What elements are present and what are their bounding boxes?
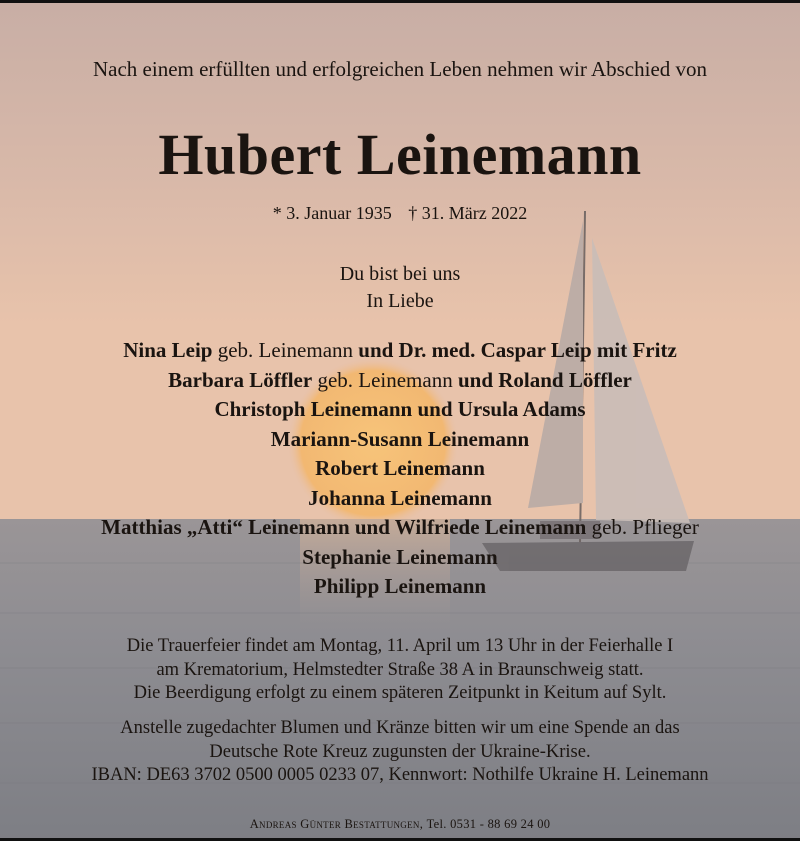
- mourner-name: Stephanie Leinemann: [302, 544, 498, 569]
- maiden-name: geb. Leinemann: [312, 367, 458, 392]
- mourner-line: [0, 395, 800, 425]
- mourner-line: [0, 543, 800, 573]
- mourner-line: [0, 513, 800, 543]
- motto: [0, 261, 800, 315]
- maiden-name: geb. Pflieger: [586, 515, 699, 539]
- service-line: Die Beerdigung erfolgt zu einem späteren Zeitpunkt in Keitum auf Sylt.: [133, 683, 667, 703]
- motto-line: In Liebe: [366, 290, 434, 312]
- funeral-home-footer: [0, 817, 800, 832]
- mourner-line: [0, 454, 800, 484]
- mourner-name: Johanna Leinemann: [308, 485, 492, 510]
- mourner-name: Robert Leinemann: [315, 456, 485, 480]
- donation-line: Deutsche Rote Kreuz zugunsten der Ukraine-Krise.: [209, 741, 591, 762]
- mourner-name: Barbara Löffler: [168, 367, 313, 392]
- deceased-name: Hubert Leinemann: [158, 122, 642, 187]
- donation-info: [0, 717, 800, 788]
- mourner-line: [0, 425, 800, 455]
- mourner-name: Christoph Leinemann und Ursula Adams: [214, 397, 586, 421]
- service-line: Die Trauerfeier findet am Montag, 11. April um 13 Uhr in der Feierhalle I: [126, 636, 674, 656]
- intro-text: Nach einem erfüllten und erfolgreichen Leben nehmen wir Abschied von: [92, 57, 708, 81]
- maiden-name: geb. Leinemann: [212, 338, 359, 362]
- funeral-home-phone: Tel. 0531 - 88 69 24 00: [426, 817, 551, 831]
- birth-date: * 3. Januar 1935: [272, 203, 392, 223]
- mourner-name: Nina Leip: [123, 338, 213, 362]
- service-info: [0, 635, 800, 706]
- mourner-name: Mariann-Susann Leinemann: [270, 426, 530, 451]
- donation-line: IBAN: DE63 3702 0500 0005 0233 07, Kennwort: Nothilfe Ukraine H. Leinemann: [91, 765, 709, 785]
- service-line: am Krematorium, Helmstedter Straße 38 A in Braunschweig statt.: [156, 659, 644, 680]
- mourner-line: [0, 336, 800, 366]
- donation-line: Anstelle zugedachter Blumen und Kränze bitten wir um eine Spende an das: [120, 718, 680, 738]
- funeral-home-name: Andreas Günter Bestattungen,: [249, 817, 424, 831]
- mourner-name: und Roland Löffler: [457, 367, 632, 392]
- motto-line: Du bist bei uns: [339, 263, 461, 285]
- mourners-list: [0, 336, 800, 602]
- mourner-line: [0, 484, 800, 514]
- death-date: † 31. März 2022: [408, 203, 528, 223]
- mourner-line: [0, 572, 800, 602]
- mourner-name: Matthias „Atti“ Leinemann und Wilfriede Leinemann: [101, 515, 587, 539]
- mourner-line: [0, 366, 800, 396]
- life-dates: [0, 203, 800, 224]
- mourner-name: Philipp Leinemann: [313, 574, 487, 598]
- mourner-name: und Dr. med. Caspar Leip mit Fritz: [358, 338, 677, 362]
